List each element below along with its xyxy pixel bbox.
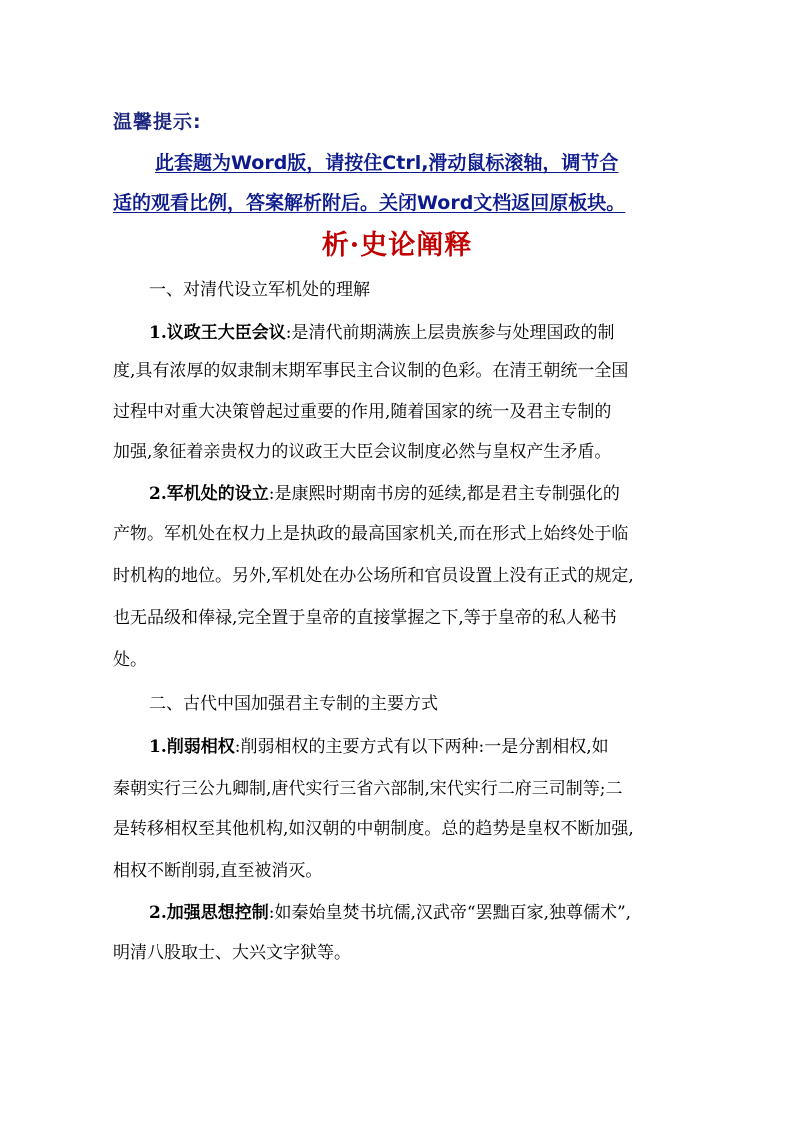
part1-item1-line2: 度,具有浓厚的奴隶制末期军事民主合议制的色彩。在清王朝统一全国	[113, 361, 629, 381]
section-title: 析·史论阐释	[321, 230, 473, 261]
part1-item2-line1	[149, 479, 620, 504]
part1-item2-line4: 也无品级和俸禄,完全置于皇帝的直接掌握之下,等于皇帝的私人秘书	[113, 608, 617, 628]
part2-item1-text: :削弱相权的主要方式有以下两种:一是分割相权,如	[234, 737, 609, 757]
tip-heading: 温馨提示:	[113, 111, 202, 133]
part2-item1-line4: 相权不断削弱,直至被消灭。	[113, 861, 323, 881]
part2-item1-line3: 是转移相权至其他机构,如汉朝的中朝制度。总的趋势是皇权不断加强,	[113, 819, 634, 839]
part1-item2-line3: 时机构的地位。另外,军机处在办公场所和官员设置上没有正式的规定,	[113, 566, 634, 586]
tip-line-2: 适的观看比例，答案解析附后。关闭Word文档返回原板块。	[113, 192, 626, 214]
part1-item1-text: :是清代前期满族上层贵族参与处理国政的制	[285, 323, 615, 343]
part2-item2-line1	[149, 898, 631, 923]
part1-item2-line2: 产物。军机处在权力上是执政的最高国家机关,而在形式上始终处于临	[113, 524, 629, 544]
part2-item1-line1	[149, 732, 609, 757]
part2-item2-line2: 明清八股取士、大兴文字狱等。	[113, 943, 351, 963]
part1-item1-term: 1.议政王大臣会议	[149, 323, 286, 343]
part1-item1-line4: 加强,象征着亲贵权力的议政王大臣会议制度必然与皇权产生矛盾。	[113, 442, 612, 462]
part1-item2-text: :是康熙时期南书房的延续,都是君主专制强化的	[268, 484, 620, 504]
part1-item1-line1	[149, 318, 614, 343]
part1-item2-line5: 处。	[113, 650, 147, 670]
part2-item1-term: 1.削弱相权	[149, 737, 235, 757]
part1-item2-term: 2.军机处的设立	[149, 484, 269, 504]
part2-heading: 二、古代中国加强君主专制的主要方式	[149, 694, 438, 714]
part2-item2-text: :如秦始皇焚书坑儒,汉武帝“罢黜百家,独尊儒术”,	[268, 903, 632, 923]
part1-item1-line3: 过程中对重大决策曾起过重要的作用,随着国家的统一及君主专制的	[113, 402, 612, 422]
tip-line-1: 此套题为Word版，请按住Ctrl,滑动鼠标滚轴，调节合	[155, 152, 619, 174]
part2-item1-line2: 秦朝实行三公九卿制,唐代实行三省六部制,宋代实行二府三司制等;二	[113, 779, 623, 799]
part2-item2-term: 2.加强思想控制	[149, 903, 269, 923]
part1-heading: 一、对清代设立军机处的理解	[149, 280, 370, 300]
